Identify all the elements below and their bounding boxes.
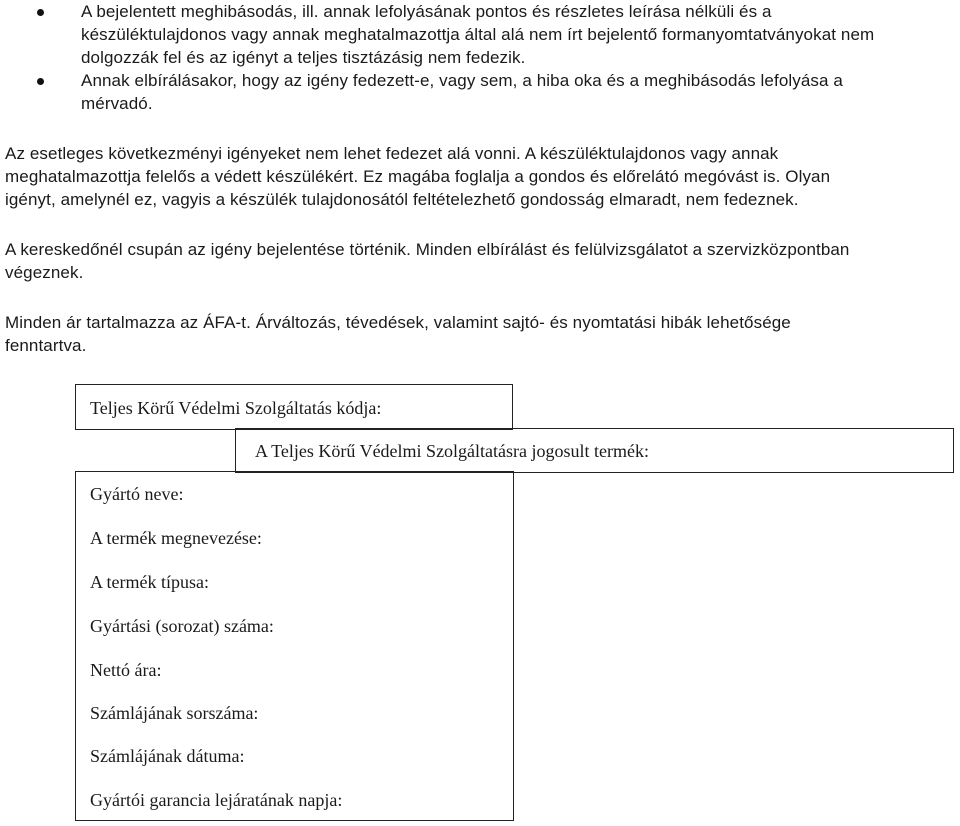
- text-line: Az esetleges következményi igényeket nem lehet fedezet alá vonni. A készüléktulajdonos vagy annak: [5, 144, 779, 163]
- invoice-date-label: Számlájának dátuma:: [90, 746, 245, 766]
- warranty-expiry-label: Gyártói garancia lejáratának napja:: [90, 790, 343, 810]
- text-line: végeznek.: [5, 263, 84, 282]
- text-line: Minden ár tartalmazza az ÁFA-t. Árváltozás, tévedések, valamint sajtó- és nyomtatási hibák lehetősége: [5, 313, 791, 332]
- product-type-label: A termék típusa:: [90, 572, 209, 592]
- serial-number-label: Gyártási (sorozat) száma:: [90, 616, 274, 636]
- invoice-number-label: Számlájának sorszáma:: [90, 703, 259, 723]
- text-line: meghatalmazottja felelős a védett készülékért. Ez magába foglalja a gondos és előrelátó megóvást is. Olyan: [5, 167, 831, 186]
- product-fields-box: [75, 471, 514, 821]
- service-code-label: Teljes Körű Védelmi Szolgáltatás kódja:: [90, 398, 382, 418]
- text-line: készüléktulajdonos vagy annak meghatalmazottja által alá nem írt bejelentő formanyomtatványokat nem: [81, 25, 875, 44]
- bullet-dot-icon: [37, 78, 44, 85]
- manufacturer-name-label: Gyártó neve:: [90, 484, 184, 504]
- bullet-text: [81, 0, 959, 69]
- text-line: Annak elbírálásakor, hogy az igény fedezett-e, vagy sem, a hiba oka és a meghibásodás lefolyása a: [81, 71, 843, 90]
- text-line: A kereskedőnél csupán az igény bejelentése történik. Minden elbírálást és felülvizsgálatot a szervizközpontban: [5, 240, 850, 259]
- text-line: igényt, amelynél ez, vagyis a készülék tulajdonosától feltételezhető gondosság elmaradt, nem fedeznek.: [5, 190, 799, 209]
- text-line: fenntartva.: [5, 336, 87, 355]
- paragraph-consequential-claims: [5, 142, 955, 211]
- paragraph-prices: [5, 311, 955, 357]
- bullet-dot-icon: [37, 9, 44, 16]
- net-price-label: Nettó ára:: [90, 660, 162, 680]
- bullet-text: [81, 69, 959, 115]
- product-name-label: A termék megnevezése:: [90, 528, 262, 548]
- product-header-label: A Teljes Körű Védelmi Szolgáltatásra jogosult termék:: [255, 441, 649, 461]
- text-line: A bejelentett meghibásodás, ill. annak lefolyásának pontos és részletes leírása nélküli és a: [81, 2, 772, 21]
- text-line: dolgozzák fel és az igényt a teljes tisztázásig nem fedezik.: [81, 48, 526, 67]
- text-line: mérvadó.: [81, 94, 153, 113]
- paragraph-retailer: [5, 238, 955, 284]
